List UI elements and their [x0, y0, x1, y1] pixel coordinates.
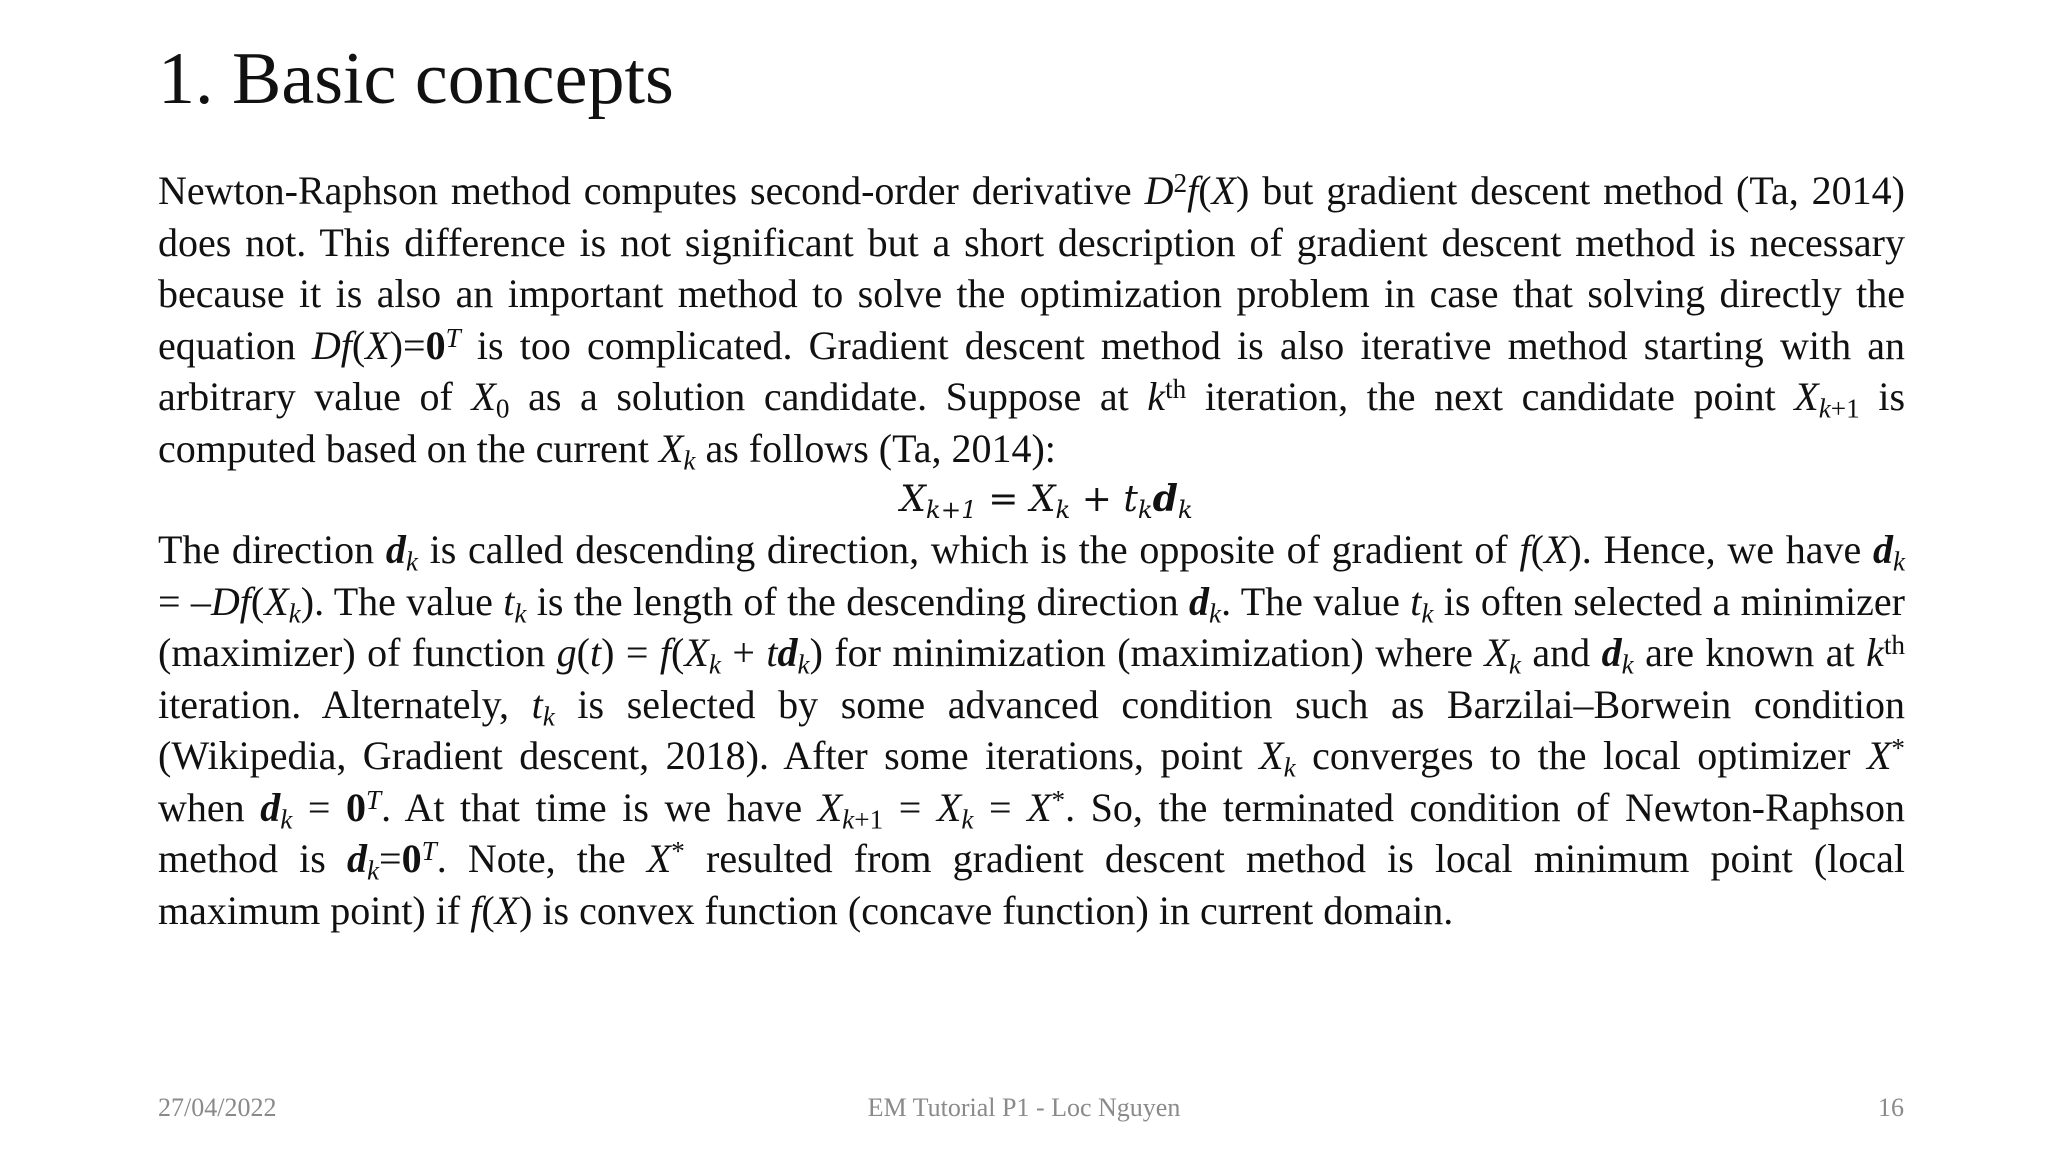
paragraph-direction: The direction $d_k$ is called descending direction, which is the opposite of gradient of f(X). Hence, we have $d_k = -Df(X_k)$. The value $t_k$ is the length of the descending direction $d_k$. The value $t_k$ is often selected a minimizer (maximizer) of function $g(t) = f(X_k + td_k)$ for minimization (maximization) where $X_k$ and $d_k$ are known at $k^{th}$ iteration. Alternately, $t_k$ is selected by some advanced condition such as Barzilai–Borwein condition (Wikipedia, Gradient descent, 2018). After some iterations, point $X_k$ converges to the local optimizer X* when $d_k = 0^T$. At that time is we have $X_{k+1} = X_k = X^*$. So, the terminated condition of Newton-Raphson method is $d_k=0^T$. Note, the X* resulted from gradient descent method is local minimum point (local maximum point) if f(X) is convex function (concave function) in current domain.	[158, 527, 1906, 933]
update-equation: $X_{k+1} = X_k + t_kd_k$	[900, 478, 1193, 524]
slide-title: 1. Basic concepts	[158, 38, 674, 120]
slide-body	[158, 165, 1905, 936]
paragraph-intro: Newton-Raphson method computes second-order derivative $D^2f(X)$ but gradient descent method (Ta, 2014) does not. This difference is not significant but a short description of gradient descent method is necessary because it is also an important method to solve the optimization problem in case that solving directly the equation $Df(X)=0^T$ is too complicated. Gradient descent method is also iterative method starting with an arbitrary value of $X_0$ as a solution candidate. Suppose at $k^{th}$ iteration, the next candidate point $X_{k+1}$ is computed based on the current $X_k$ as follows (Ta, 2014):	[158, 167, 1906, 476]
footer-date: 27/04/2022	[158, 1093, 277, 1122]
page-number: 16	[1878, 1093, 1904, 1122]
footer-title: EM Tutorial P1 - Loc Nguyen	[867, 1093, 1181, 1122]
